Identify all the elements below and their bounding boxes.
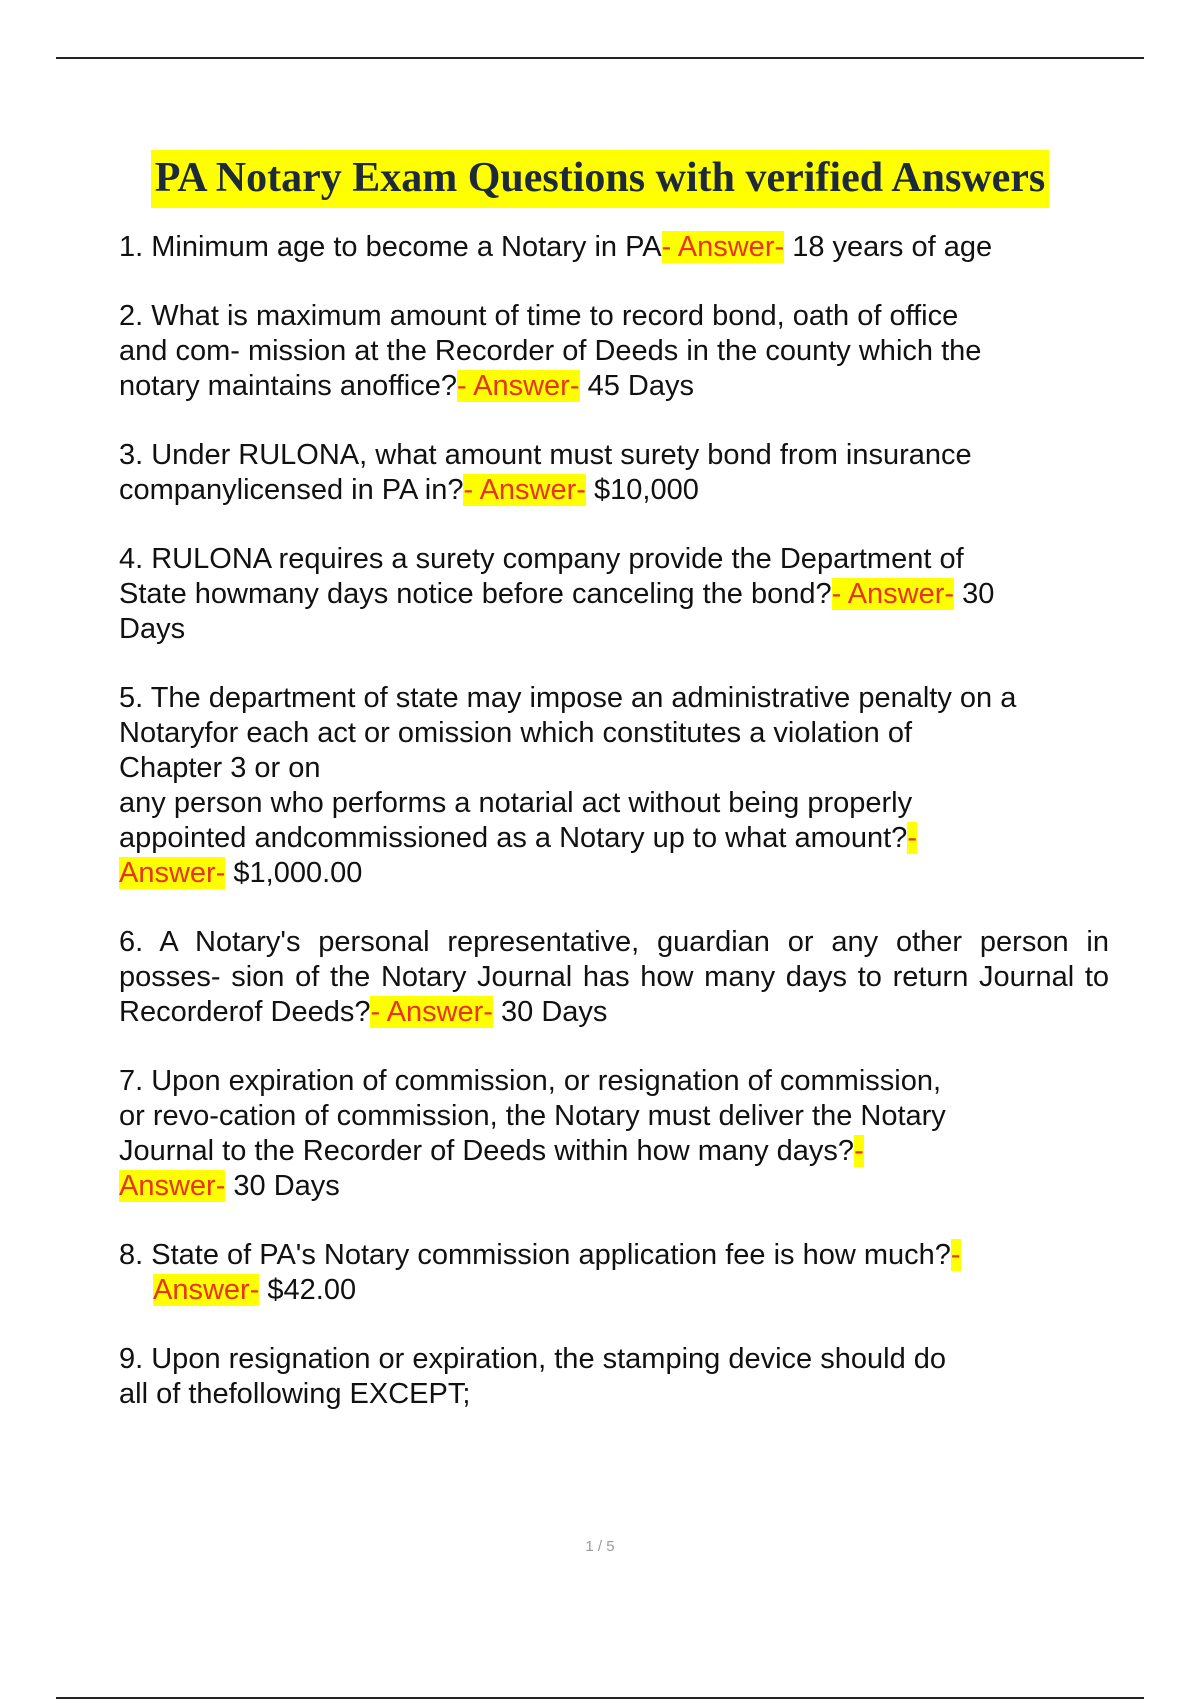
question-line: Chapter 3 or on [119,752,321,784]
answer-value: 30 Days [501,996,608,1028]
question-1 [119,230,1109,265]
question-line: Journal to the Recorder of Deeds within how many days? [119,1135,855,1167]
question-line: appointed andcommissioned as a Notary up to what amount? [119,822,908,854]
answer-value: 45 Days [587,370,694,402]
question-line: 6. A Notary's personal representative, guardian or any other person in [119,926,1109,958]
question-line: any person who performs a notarial act without being properly [119,787,913,819]
question-text: 1. Minimum age to become a Notary in PA [119,231,662,263]
answer-marker-dash: - [907,822,917,854]
question-line: 7. Upon expiration of commission, or resignation of commission, [119,1065,942,1097]
question-line: posses- sion of the Notary Journal has how many days to return [119,961,969,993]
answer-marker-word: Answer- [153,1274,260,1306]
answer-marker: - Answer- [370,996,493,1028]
answer-marker: - Answer- [831,578,955,610]
answer-marker: - Answer- [463,474,586,506]
title-wrap [0,150,1200,208]
answer-marker-word: Answer- [119,857,226,889]
answer-value: 30 [962,578,995,610]
question-3 [119,438,1109,508]
question-8 [119,1238,1109,1308]
answer-value: 18 years of age [792,231,993,263]
question-line: Notaryfor each act or omission which constitutes a violation of [119,717,913,749]
question-7 [119,1064,1109,1204]
page-indicator: 1 / 5 [585,1538,615,1555]
top-rule [56,57,1144,59]
answer-value: $42.00 [267,1274,357,1306]
answer-marker-word: Answer- [119,1170,226,1202]
question-list [119,230,1109,1446]
answer-marker: - Answer- [661,231,785,263]
question-line: Journal to Recorderof Deeds? [119,961,1110,1028]
question-line: all of thefollowing EXCEPT; [119,1378,471,1410]
question-line: companylicensed in PA in? [119,474,464,506]
question-line: 3. Under RULONA, what amount must surety bond from insurance [119,439,972,471]
question-4 [119,542,1109,647]
question-5 [119,681,1109,891]
question-line: or revo-cation of commission, the Notary must deliver the Notary [119,1100,946,1132]
answer-marker: - Answer- [457,370,580,402]
question-9 [119,1342,1109,1412]
question-line: notary maintains anoffice? [119,370,458,402]
question-line: 2. What is maximum amount of time to record bond, oath of office [119,300,959,332]
question-2 [119,299,1109,404]
question-line: and com- mission at the Recorder of Deeds in the county which the [119,335,982,367]
answer-value: $10,000 [594,474,699,506]
document-title: PA Notary Exam Questions with verified Answers [151,150,1050,208]
bottom-rule [56,1697,1144,1699]
question-text: 8. State of PA's Notary commission application fee is how much? [119,1239,951,1271]
answer-value: 30 Days [233,1170,340,1202]
answer-marker-dash: - [950,1239,961,1271]
question-line: 4. RULONA requires a surety company provide the Department of [119,543,964,575]
question-line: State howmany days notice before canceling the bond? [119,578,832,610]
answer-value: $1,000.00 [233,857,363,889]
answer-value-cont: Days [119,613,186,645]
question-line: 5. The department of state may impose an administrative penalty on a [119,682,1017,714]
question-line: 9. Upon resignation or expiration, the stamping device should do [119,1343,947,1375]
question-6 [119,925,1109,1030]
answer-marker-dash: - [854,1135,864,1167]
